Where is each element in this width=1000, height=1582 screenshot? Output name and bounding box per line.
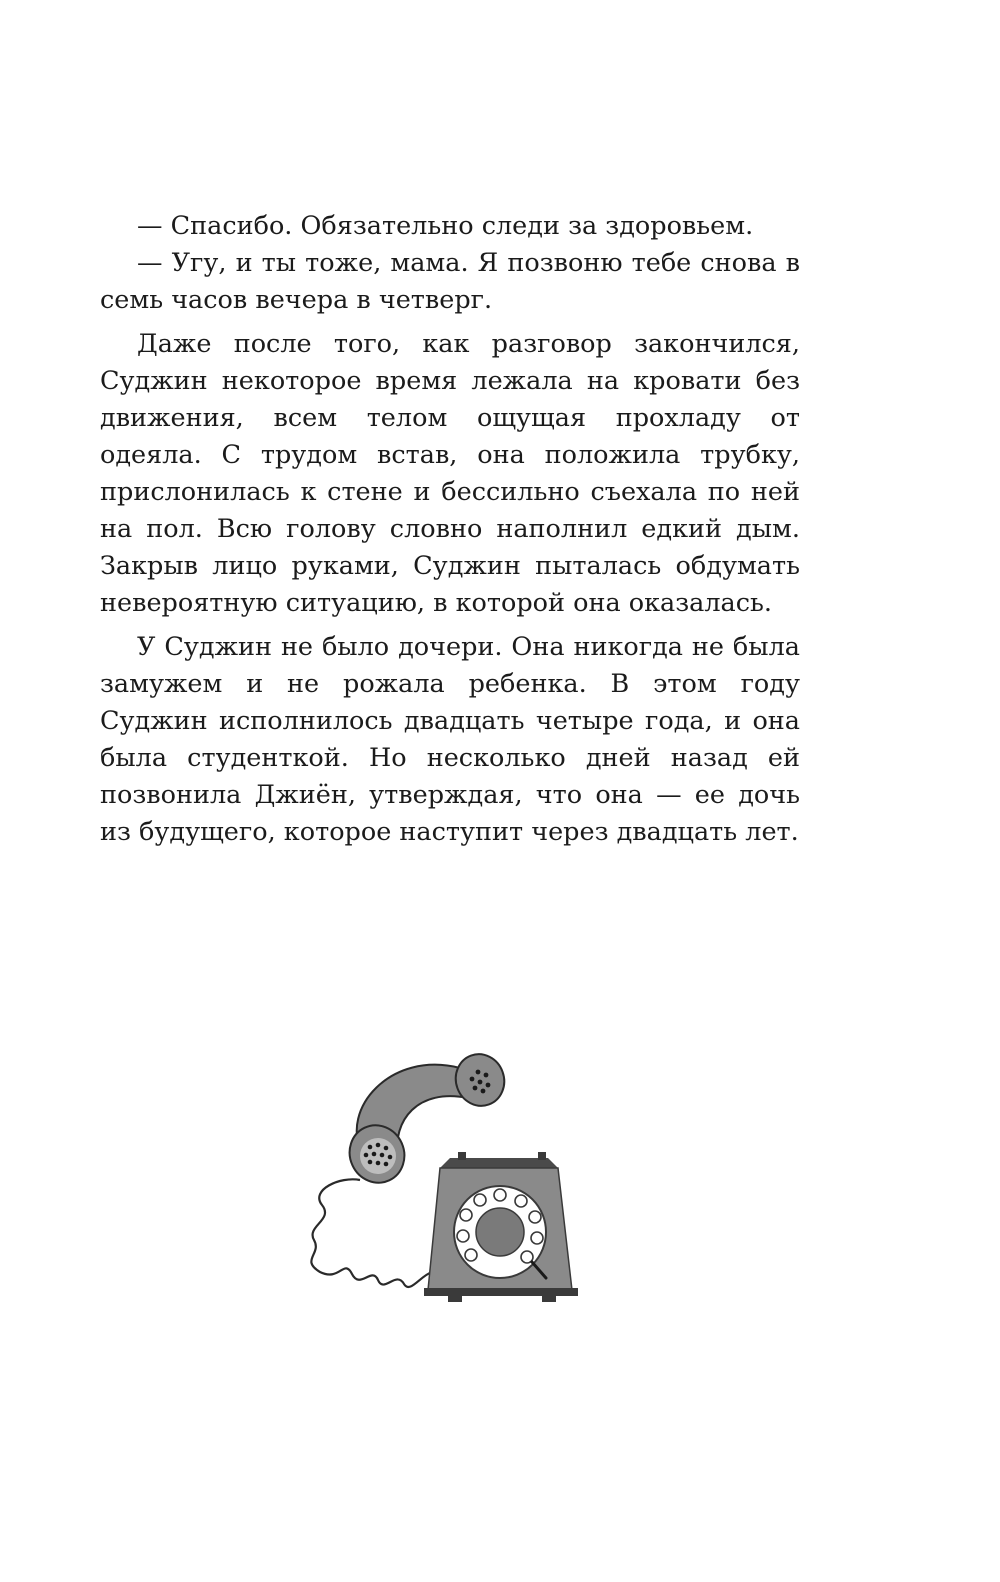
body-text — [100, 208, 800, 858]
paragraph-2: У Суджин не было дочери. Она никогда не была замужем и не рожала ребенка. В этом году Суджин исполнилось двадцать четыре года, и она была студенткой. Но несколько дней назад ей позвонила Джиён, утверждая, что она — ее дочь из будущего, которое наступит через двадцать лет. — [100, 632, 800, 847]
dialogue-line-2: — Угу, и ты тоже, мама. Я позвоню тебе снова в семь часов вечера в четверг. — [100, 248, 800, 315]
paragraph-1: Даже после того, как разговор закончился, Суджин некоторое время лежала на кровати без движения, всем телом ощущая прохладу от одеяла. С трудом встав, она положила трубку, прислонилась к стене и бессильно съехала по ней на пол. Всю голову словно наполнил едкий дым. Закрыв лицо руками, Суджин пыталась обдумать невероятную ситуацию, в которой она оказалась. — [100, 329, 800, 618]
dialogue-line-1: — Спасибо. Обязательно следи за здоровьем. — [137, 211, 754, 241]
rotary-telephone-icon — [300, 1040, 590, 1310]
